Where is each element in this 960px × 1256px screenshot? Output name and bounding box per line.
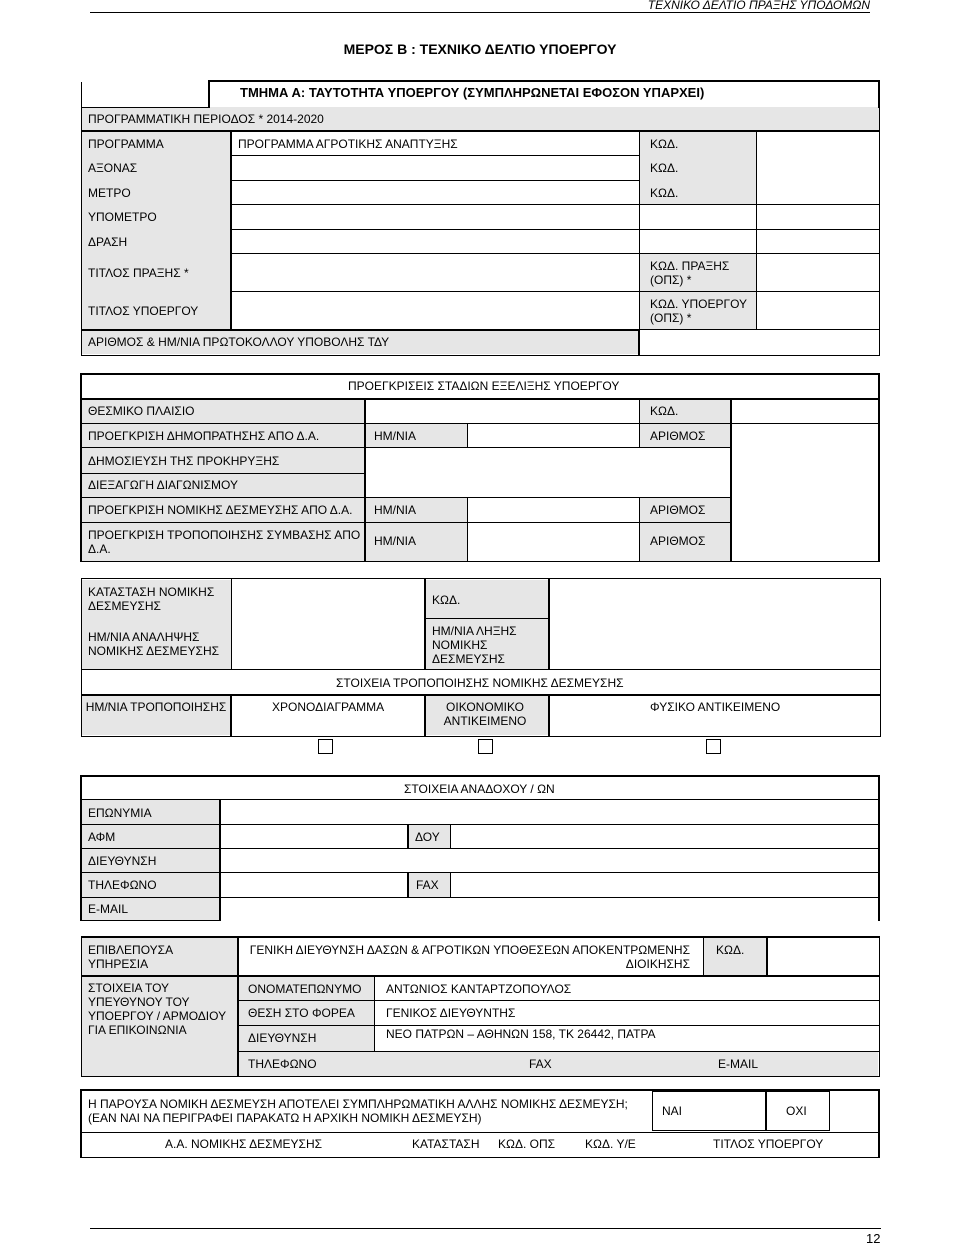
program-code-label: ΚΩΔ. (650, 137, 679, 151)
physical-object-label: ΦΥΣΙΚΟ ΑΝΤΙΚΕΙΜΕΝΟ (650, 700, 781, 714)
supervisor-code-label: ΚΩΔ. (716, 943, 745, 957)
fullname-value: ΑΝΤΩΝΙΟΣ ΚΑΝΤΑΡΤΖΟΠΟΥΛΟΣ (386, 982, 572, 996)
column-subproject-title: ΤΙΤΛΟΣ ΥΠΟΕΡΓΟΥ (713, 1137, 824, 1151)
project-title-label: ΤΙΤΛΟΣ ΠΡΑΞΗΣ * (88, 266, 189, 280)
amendment-date-label: ΗΜ/ΝΙΑ ΤΡΟΠΟΠΟΙΗΣΗΣ (85, 700, 227, 714)
contractor-fax-label: FAX (416, 878, 439, 892)
contractor-tax-office-label: ΔΟΥ (415, 830, 440, 844)
commitment-code-label: ΚΩΔ. (432, 593, 461, 607)
column-commitment-id: Α.Α. ΝΟΜΙΚΗΣ ΔΕΣΜΕΥΣΗΣ (165, 1137, 323, 1151)
subproject-code-label: ΚΩΔ. ΥΠΟΕΡΓΟΥ (ΟΠΣ) * (650, 297, 747, 325)
supervisor-address-value: ΝΕΟ ΠΑΤΡΩΝ – ΑΘΗΝΩΝ 158, ΤΚ 26442, ΠΑΤΡΑ (386, 1027, 656, 1041)
action-label: ΔΡΑΣΗ (88, 235, 128, 249)
supervisor-email-label: E-MAIL (718, 1057, 759, 1071)
publication-label: ΔΗΜΟΣΙΕΥΣΗ ΤΗΣ ΠΡΟΚΗΡΥΞΗΣ (88, 454, 280, 468)
supplementary-no-option[interactable]: ΟΧΙ (786, 1104, 807, 1118)
protocol-label: ΑΡΙΘΜΟΣ & ΗΜ/ΝΙΑ ΠΡΩΤΟΚΟΛΛΟΥ ΥΠΟΒΟΛΗΣ ΤΔΥ (88, 335, 390, 349)
project-code-label: ΚΩΔ. ΠΡΑΞΗΣ (ΟΠΣ) * (650, 259, 730, 287)
position-value: ΓΕΝΙΚΟΣ ΔΙΕΥΘΥΝΤΗΣ (386, 1006, 516, 1020)
footer-rule (90, 1228, 881, 1229)
amendment-approval-number-label: ΑΡΙΘΜΟΣ (650, 534, 706, 548)
contractor-name-label: ΕΠΩΝΥΜΙΑ (88, 806, 152, 820)
supervising-service-value: ΓΕΝΙΚΗ ΔΙΕΥΘΥΝΣΗ ΔΑΣΩΝ & ΑΓΡΟΤΙΚΩΝ ΥΠΟΘΕΣΕΩΝ ΑΠΟΚΕΝΤΡΩΜΕΝΗΣ ΔΙΟΙΚΗΣΗΣ (249, 943, 690, 971)
contractor-address-label: ΔΙΕΥΘΥΝΣΗ (88, 854, 157, 868)
tender-approval-number-label: ΑΡΙΘΜΟΣ (650, 429, 706, 443)
measure-code-label: ΚΩΔ. (650, 186, 679, 200)
position-label: ΘΕΣΗ ΣΤΟ ΦΟΡΕΑ (248, 1006, 355, 1020)
part-title: ΜΕΡΟΣ Β : ΤΕΧΝΙΚΟ ΔΕΛΤΙΟ ΥΠΟΕΡΓΟΥ (343, 41, 617, 57)
amendment-details-title: ΣΤΟΙΧΕΙΑ ΤΡΟΠΟΠΟΙΗΣΗΣ ΝΟΜΙΚΗΣ ΔΕΣΜΕΥΣΗΣ (336, 676, 624, 690)
axis-code-label: ΚΩΔ. (650, 161, 679, 175)
amendment-approval-label: ΠΡΟΕΓΚΡΙΣΗ ΤΡΟΠΟΠΟΙΗΣΗΣ ΣΥΜΒΑΣΗΣ ΑΠΟ Δ.Α. (88, 528, 361, 556)
supervisor-address-label: ΔΙΕΥΘΥΝΣΗ (248, 1031, 317, 1045)
supervising-service-label: ΕΠΙΒΛΕΠΟΥΣΑ ΥΠΗΡΕΣΙΑ (88, 943, 173, 971)
section-a-title: ΤΜΗΜΑ Α: ΤΑΥΤΟΤΗΤΑ ΥΠΟΕΡΓΟΥ (ΣΥΜΠΛΗΡΩΝΕΤΑΙ ΕΦΟΣΟΝ ΥΠΑΡΧΕΙ) (240, 85, 705, 100)
contact-details-label: ΣΤΟΙΧΕΙΑ ΤΟΥ ΥΠΕΥΘΥΝΟΥ ΤΟΥ ΥΠΟΕΡΓΟΥ / ΑΡΜΟΔΙΟΥ ΓΙΑ ΕΠΙΚΟΙΝΩΝΙΑ (88, 981, 226, 1037)
commitment-status-label: ΚΑΤΑΣΤΑΣΗ ΝΟΜΙΚΗΣ ΔΕΣΜΕΥΣΗΣ (88, 585, 215, 613)
checkbox-financial[interactable] (478, 739, 493, 754)
commitment-end-date-label: ΗΜ/ΝΙΑ ΛΗΞΗΣ ΝΟΜΙΚΗΣ ΔΕΣΜΕΥΣΗΣ (432, 624, 517, 666)
programming-period: ΠΡΟΓΡΑΜΜΑΤΙΚΗ ΠΕΡΙΟΔΟΣ * 2014-2020 (88, 112, 324, 126)
commitment-start-date-label: ΗΜ/ΝΙΑ ΑΝΑΛΗΨΗΣ ΝΟΜΙΚΗΣ ΔΕΣΜΕΥΣΗΣ (88, 630, 220, 658)
column-ops-code: ΚΩΔ. ΟΠΣ (498, 1137, 556, 1151)
measure-label: ΜΕΤΡΟ (88, 186, 131, 200)
supervisor-phone-label: ΤΗΛΕΦΩΝΟ (248, 1057, 317, 1071)
checkbox-schedule[interactable] (318, 739, 333, 754)
tender-conduct-label: ΔΙΕΞΑΓΩΓΗ ΔΙΑΓΩΝΙΣΜΟΥ (88, 478, 238, 492)
tender-approval-label: ΠΡΟΕΓΚΡΙΣΗ ΔΗΜΟΠΡΑΤΗΣΗΣ ΑΠΟ Δ.Α. (88, 429, 320, 443)
schedule-label: ΧΡΟΝΟΔΙΑΓΡΑΜΜΑ (272, 700, 385, 714)
subproject-title-label: ΤΙΤΛΟΣ ΥΠΟΕΡΓΟΥ (88, 304, 199, 318)
approvals-title: ΠΡΟΕΓΚΡΙΣΕΙΣ ΣΤΑΔΙΩΝ ΕΞΕΛΙΞΗΣ ΥΠΟΕΡΓΟΥ (348, 379, 620, 393)
commitment-approval-date-label: ΗΜ/ΝΙΑ (374, 503, 416, 517)
financial-object-label: ΟΙΚΟΝΟΜΙΚΟ ΑΝΤΙΚΕΙΜΕΝΟ (443, 700, 527, 728)
header-rule (90, 12, 870, 13)
legal-framework-code-label: ΚΩΔ. (650, 404, 679, 418)
page-number: 12 (866, 1231, 881, 1246)
program-value: ΠΡΟΓΡΑΜΜΑ ΑΓΡΟΤΙΚΗΣ ΑΝΑΠΤΥΞΗΣ (238, 137, 458, 151)
contractor-title: ΣΤΟΙΧΕΙΑ ΑΝΑΔΟΧΟΥ / ΩΝ (404, 782, 555, 796)
contractor-email-label: E-MAIL (88, 902, 129, 916)
contractor-phone-label: ΤΗΛΕΦΩΝΟ (88, 878, 157, 892)
submeasure-label: ΥΠΟΜΕΤΡΟ (88, 210, 157, 224)
amendment-approval-date-label: ΗΜ/ΝΙΑ (374, 534, 416, 548)
program-label: ΠΡΟΓΡΑΜΜΑ (88, 137, 164, 151)
axis-label: ΑΞΟΝΑΣ (88, 161, 138, 175)
legal-framework-label: ΘΕΣΜΙΚΟ ΠΛΑΙΣΙΟ (88, 404, 195, 418)
column-status: ΚΑΤΑΣΤΑΣΗ (412, 1137, 480, 1151)
contractor-vat-label: ΑΦΜ (88, 830, 116, 844)
column-subproject-code: ΚΩΔ. Υ/Ε (585, 1137, 636, 1151)
fullname-label: ΟΝΟΜΑΤΕΠΩΝΥΜΟ (248, 982, 362, 996)
checkbox-physical[interactable] (706, 739, 721, 754)
supervisor-fax-label: FAX (529, 1057, 552, 1071)
tender-approval-date-label: ΗΜ/ΝΙΑ (374, 429, 416, 443)
commitment-approval-label: ΠΡΟΕΓΚΡΙΣΗ ΝΟΜΙΚΗΣ ΔΕΣΜΕΥΣΗΣ ΑΠΟ Δ.Α. (88, 503, 353, 517)
supplementary-yes-option[interactable]: ΝΑΙ (662, 1104, 683, 1118)
supplementary-question: Η ΠΑΡΟΥΣΑ ΝΟΜΙΚΗ ΔΕΣΜΕΥΣΗ ΑΠΟΤΕΛΕΙ ΣΥΜΠΛΗΡΩΜΑΤΙΚΗ ΑΛΛΗΣ ΝΟΜΙΚΗΣ ΔΕΣΜΕΥΣΗ; (ΕΑΝ ΝΑΙ ΝΑ ΠΕΡΙΓΡΑΦΕΙ ΠΑΡΑΚΑΤΩ Η ΑΡΧΙΚΗ ΝΟΜΙΚΗ ΔΕΣΜΕΥΣΗ) (88, 1097, 628, 1125)
commitment-approval-number-label: ΑΡΙΘΜΟΣ (650, 503, 706, 517)
running-title: ΤΕΧΝΙΚΟ ΔΕΛΤΙΟ ΠΡΑΞΗΣ ΥΠΟΔΟΜΩΝ (647, 0, 870, 12)
